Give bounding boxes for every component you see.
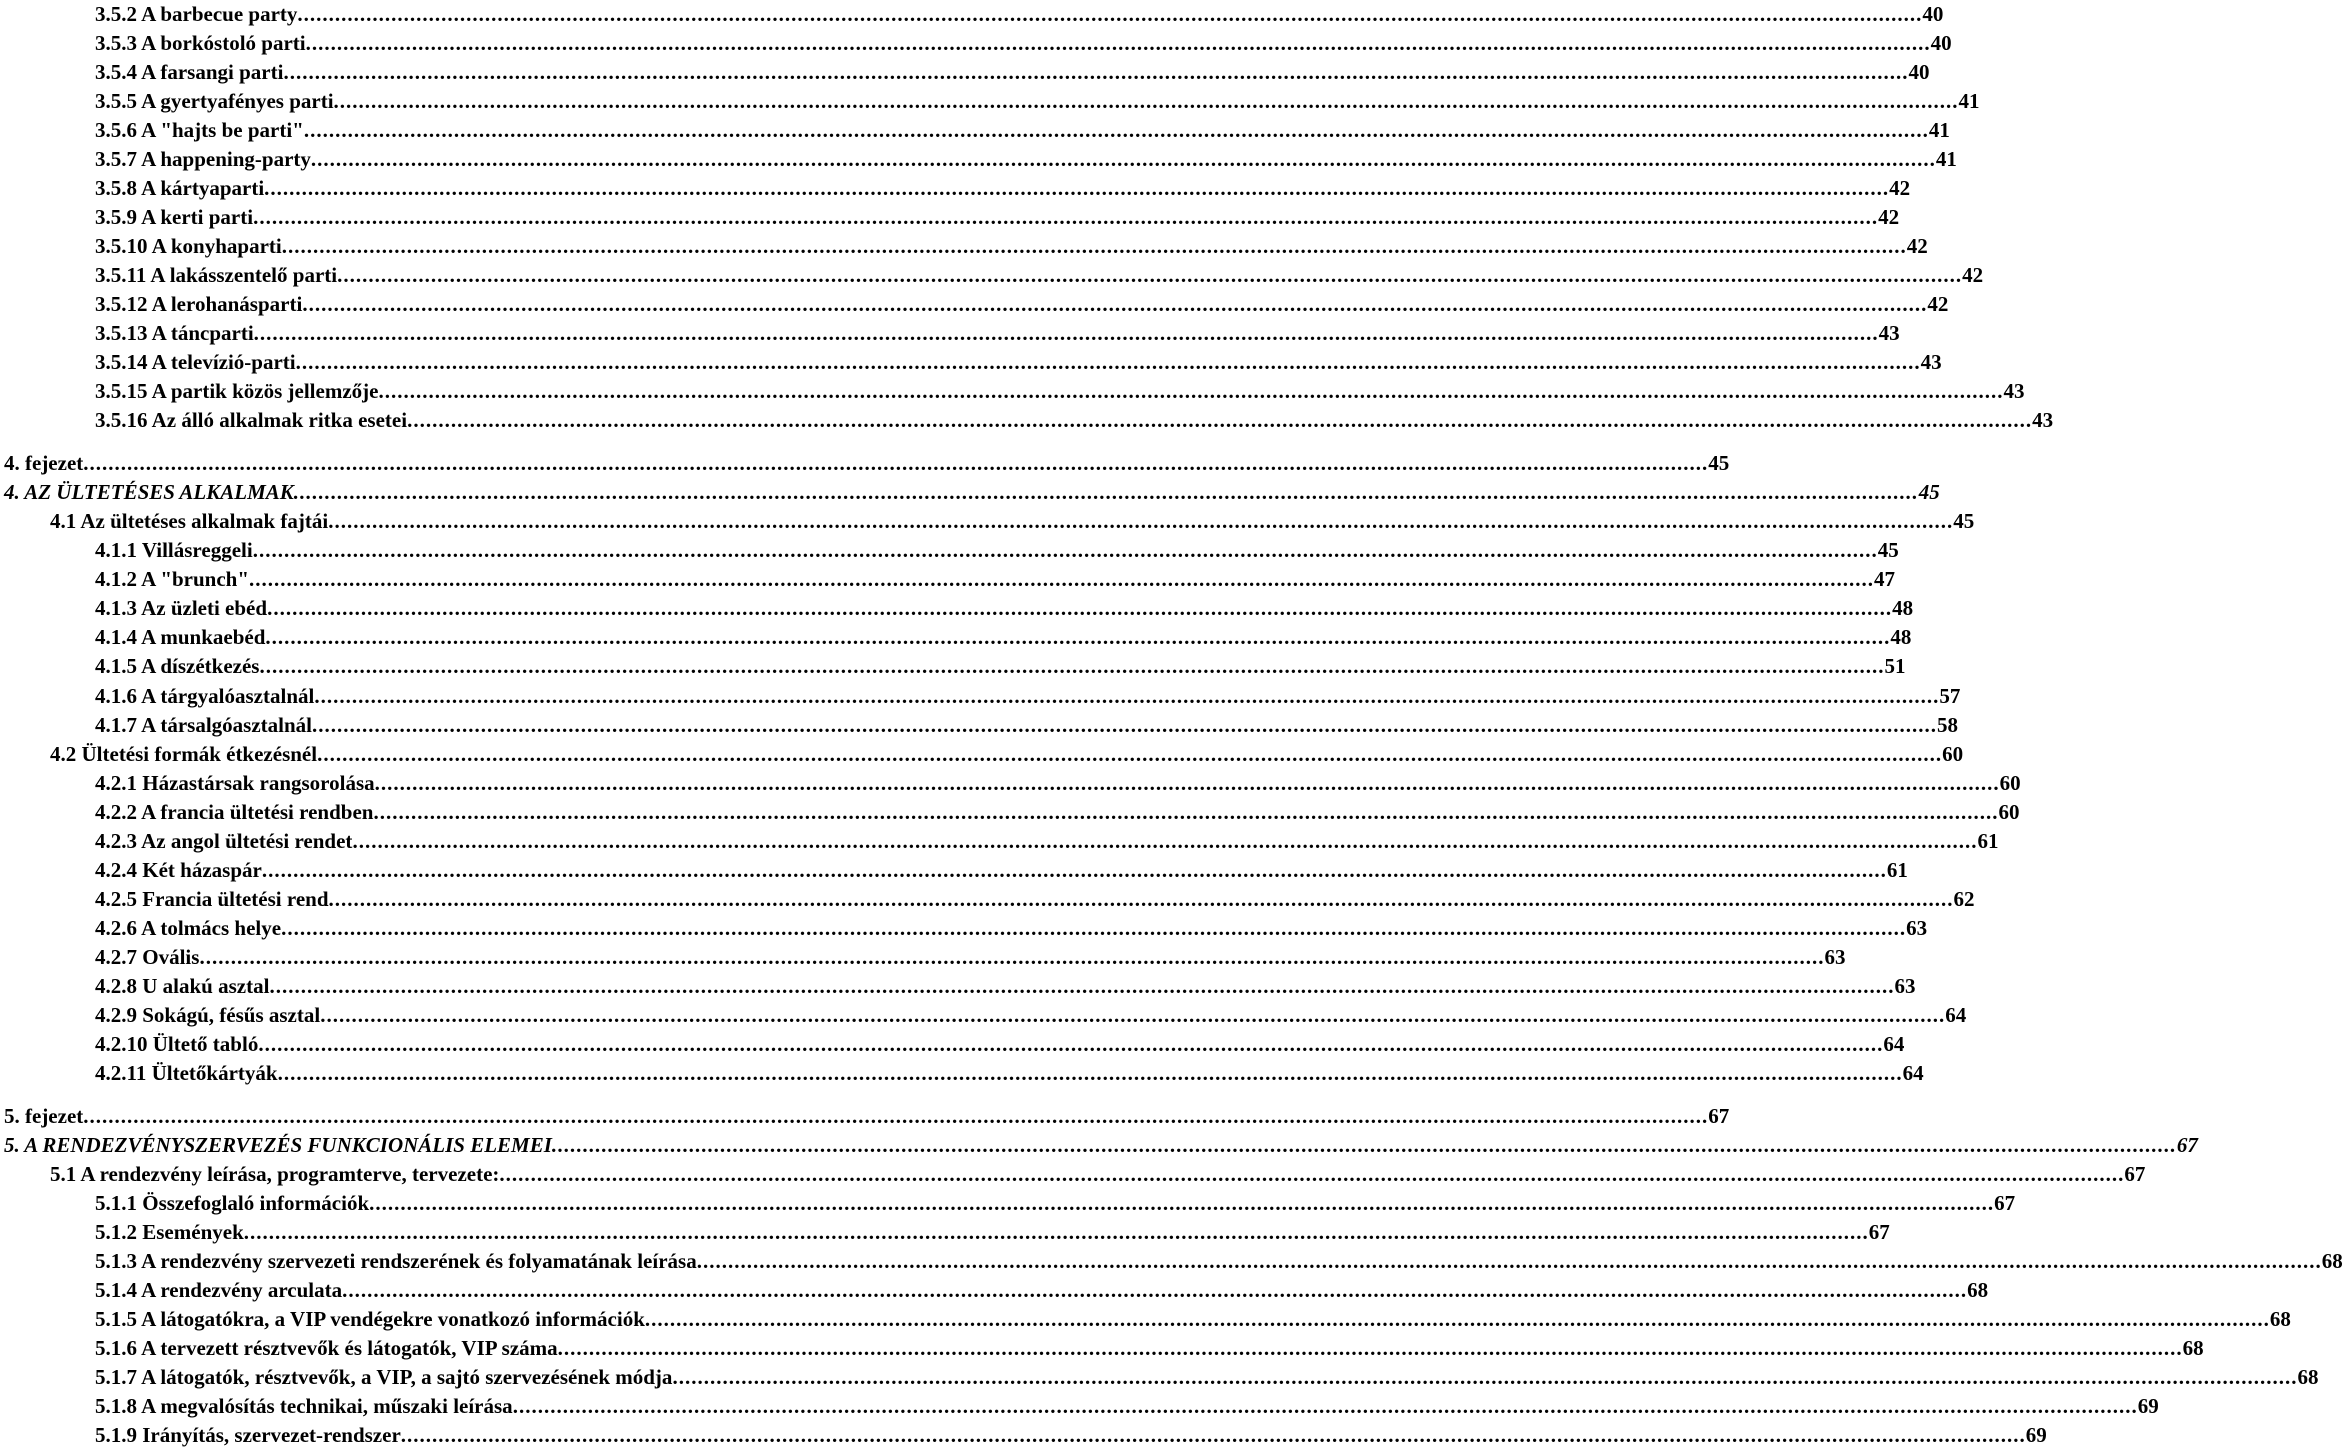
toc-leader-dots: .................................................................................................................................................................................................................................................................... — [281, 915, 1907, 940]
toc-entry[interactable] — [95, 856, 1908, 884]
toc-entry[interactable] — [4, 449, 1730, 477]
toc-entry-title: 5.1.7 A látogatók, résztvevők, a VIP, a sajtó szervezésének módja — [95, 1364, 673, 1389]
toc-page-number: 43 — [1920, 350, 1942, 375]
toc-entry-title: 4.2.8 U alakú asztal — [95, 973, 270, 998]
toc-leader-dots: .................................................................................................................................................................................................................................................................... — [293, 480, 1919, 505]
toc-entry[interactable] — [95, 798, 2020, 826]
toc-entry[interactable] — [95, 1189, 2016, 1217]
toc-leader-dots: .................................................................................................................................................................................................................................................................... — [310, 147, 1936, 172]
toc-entry-title: 3.5.14 A televízió-parti — [95, 350, 296, 375]
toc-page-number: 67 — [1708, 1103, 1730, 1128]
toc-entry[interactable] — [95, 348, 1942, 376]
toc-page-number: 43 — [1878, 321, 1900, 346]
toc-entry[interactable] — [95, 885, 1975, 913]
toc-leader-dots: .................................................................................................................................................................................................................................................................... — [320, 1002, 1946, 1027]
toc-entry-title: 4.1.3 Az üzleti ebéd — [95, 596, 268, 621]
toc-page-number: 45 — [1918, 480, 1940, 505]
toc-leader-dots: .................................................................................................................................................................................................................................................................... — [512, 1393, 2138, 1418]
toc-entry[interactable] — [95, 594, 1914, 622]
toc-entry[interactable] — [95, 652, 1906, 680]
toc-entry-title: 3.5.12 A lerohanásparti — [95, 292, 303, 317]
toc-entry-title: 3.5.7 A happening-party — [95, 147, 311, 172]
toc-leader-dots: .................................................................................................................................................................................................................................................................... — [243, 1219, 1869, 1244]
toc-leader-dots: .................................................................................................................................................................................................................................................................... — [264, 176, 1890, 201]
toc-leader-dots: .................................................................................................................................................................................................................................................................... — [297, 2, 1923, 26]
toc-page-number: 69 — [2137, 1393, 2159, 1418]
toc-entry[interactable] — [95, 0, 1944, 28]
toc-leader-dots: .................................................................................................................................................................................................................................................................... — [302, 292, 1928, 317]
toc-leader-dots: .................................................................................................................................................................................................................................................................... — [317, 741, 1943, 766]
toc-entry-title: 5.1.9 Irányítás, szervezet-rendszer — [95, 1423, 401, 1447]
toc-entry[interactable] — [95, 290, 1949, 318]
toc-entry-title: 5. fejezet — [4, 1103, 84, 1128]
toc-entry-title: 4.2.3 Az angol ültetési rendet — [95, 828, 353, 853]
toc-entry-title: 4.2.11 Ültetőkártyák — [95, 1060, 278, 1085]
toc-entry[interactable] — [95, 232, 1928, 260]
toc-page-number: 43 — [2003, 379, 2025, 404]
toc-leader-dots: .................................................................................................................................................................................................................................................................... — [352, 828, 1978, 853]
toc-page-number: 68 — [1967, 1277, 1989, 1302]
toc-page-number: 64 — [1902, 1060, 1924, 1085]
toc-entry[interactable] — [95, 261, 1984, 289]
toc-leader-dots: .................................................................................................................................................................................................................................................................... — [269, 973, 1895, 998]
toc-entry[interactable] — [50, 507, 1975, 535]
toc-leader-dots: .................................................................................................................................................................................................................................................................... — [303, 118, 1929, 143]
toc-entry-title: 5.1.6 A tervezett résztvevők és látogatók, VIP száma — [95, 1335, 558, 1360]
toc-page-number: 48 — [1892, 596, 1914, 621]
toc-entry-title: 4.2.5 Francia ültetési rend — [95, 886, 329, 911]
toc-page-number: 67 — [2176, 1132, 2198, 1157]
toc-leader-dots: .................................................................................................................................................................................................................................................................... — [378, 379, 2004, 404]
toc-entry[interactable] — [95, 145, 1957, 173]
toc-page-number: 41 — [1935, 147, 1957, 172]
toc-leader-dots: .................................................................................................................................................................................................................................................................... — [258, 1031, 1884, 1056]
toc-entry[interactable] — [95, 1334, 2204, 1362]
toc-page-number: 57 — [1939, 683, 1961, 708]
toc-entry-title: 4. fejezet — [4, 451, 84, 476]
toc-leader-dots: .................................................................................................................................................................................................................................................................... — [369, 1190, 1995, 1215]
toc-page-number: 61 — [1977, 828, 1999, 853]
toc-page-number: 45 — [1708, 451, 1730, 476]
toc-page-number: 63 — [1894, 973, 1916, 998]
toc-entry[interactable] — [50, 740, 1964, 768]
toc-leader-dots: .................................................................................................................................................................................................................................................................... — [557, 1335, 2183, 1360]
toc-entry-title: 4.1.2 A "brunch" — [95, 567, 250, 592]
toc-entry[interactable] — [95, 1218, 1890, 1246]
toc-page-number: 48 — [1890, 625, 1912, 650]
toc-leader-dots: .................................................................................................................................................................................................................................................................... — [373, 799, 1999, 824]
toc-page-number: 40 — [1930, 31, 1952, 55]
toc-page-number: 60 — [1999, 770, 2021, 795]
toc-entry-title: 5.1.1 Összefoglaló információk — [95, 1190, 370, 1215]
toc-page-number: 58 — [1937, 712, 1959, 737]
toc-page-number: 45 — [1877, 538, 1899, 563]
toc-page-number: 67 — [2124, 1161, 2146, 1186]
toc-page-number: 68 — [2182, 1335, 2204, 1360]
toc-page-number: 67 — [1868, 1219, 1890, 1244]
toc-entry-title: 4.2 Ültetési formák étkezésnél — [50, 741, 318, 766]
toc-leader-dots: .................................................................................................................................................................................................................................................................... — [253, 205, 1879, 230]
toc-entry[interactable] — [95, 1363, 2319, 1391]
toc-page-number: 42 — [1927, 292, 1949, 317]
toc-leader-dots: .................................................................................................................................................................................................................................................................... — [374, 770, 2000, 795]
toc-entry[interactable] — [95, 377, 2025, 405]
toc-entry[interactable] — [95, 1030, 1905, 1058]
toc-leader-dots: .................................................................................................................................................................................................................................................................... — [337, 263, 1963, 288]
toc-page-number: 45 — [1953, 509, 1975, 534]
toc-page-number: 63 — [1906, 915, 1928, 940]
toc-leader-dots: .................................................................................................................................................................................................................................................................... — [281, 234, 1907, 259]
toc-entry-title: 5.1.8 A megvalósítás technikai, műszaki leírása — [95, 1393, 513, 1418]
toc-entry-title: 4.2.4 Két házaspár — [95, 857, 262, 882]
toc-entry-title: 3.5.5 A gyertyafényes parti — [95, 89, 334, 114]
toc-entry-title: 3.5.3 A borkóstoló parti — [95, 31, 306, 55]
toc-entry[interactable] — [95, 769, 2021, 797]
toc-entry-title: 4.2.2 A francia ültetési rendben — [95, 799, 374, 824]
toc-leader-dots: .................................................................................................................................................................................................................................................................... — [644, 1306, 2270, 1331]
toc-leader-dots: .................................................................................................................................................................................................................................................................... — [249, 567, 1875, 592]
toc-entry-title: 4.1 Az ültetéses alkalmak fajtái — [50, 509, 329, 534]
toc-leader-dots: .................................................................................................................................................................................................................................................................... — [305, 31, 1931, 55]
toc-leader-dots: .................................................................................................................................................................................................................................................................... — [314, 683, 1940, 708]
toc-entry-title: 3.5.11 A lakásszentelő parti — [95, 263, 338, 288]
toc-page-number: 68 — [2297, 1364, 2319, 1389]
toc-page-number: 42 — [1962, 263, 1984, 288]
toc-page-number: 69 — [2025, 1423, 2047, 1447]
toc-entry[interactable] — [95, 406, 2054, 434]
toc-page-number: 40 — [1922, 2, 1944, 26]
toc-leader-dots: .................................................................................................................................................................................................................................................................... — [267, 596, 1893, 621]
toc-page-number: 68 — [2269, 1306, 2291, 1331]
toc-page-number: 63 — [1824, 944, 1846, 969]
toc-leader-dots: .................................................................................................................................................................................................................................................................... — [672, 1364, 2298, 1389]
toc-leader-dots: .................................................................................................................................................................................................................................................................... — [342, 1277, 1968, 1302]
toc-entry[interactable] — [95, 943, 1846, 971]
toc-entry[interactable] — [95, 565, 1896, 593]
toc-leader-dots: .................................................................................................................................................................................................................................................................... — [696, 1248, 2322, 1273]
toc-leader-dots: .................................................................................................................................................................................................................................................................... — [265, 625, 1891, 650]
toc-page-number: 51 — [1884, 654, 1906, 679]
toc-page-number: 60 — [1998, 799, 2020, 824]
toc-entry-title: 3.5.4 A farsangi parti — [95, 60, 284, 84]
toc-leader-dots: .................................................................................................................................................................................................................................................................... — [551, 1132, 2177, 1157]
toc-page-number: 40 — [1908, 60, 1930, 84]
toc-entry[interactable] — [95, 623, 1912, 651]
toc-entry-title: 4.1.6 A tárgyalóasztalnál — [95, 683, 315, 708]
toc-page-number: 67 — [1994, 1190, 2016, 1215]
toc-page-number: 61 — [1886, 857, 1908, 882]
toc-entry-title: 4.2.9 Sokágú, fésűs asztal — [95, 1002, 321, 1027]
toc-entry-title: 4.1.5 A díszétkezés — [95, 654, 260, 679]
toc-entry[interactable] — [95, 914, 1928, 942]
toc-entry[interactable] — [95, 319, 1900, 347]
toc-page-number: 64 — [1883, 1031, 1905, 1056]
toc-entry[interactable] — [4, 1102, 1730, 1130]
toc-leader-dots: .................................................................................................................................................................................................................................................................... — [312, 712, 1938, 737]
toc-leader-dots: .................................................................................................................................................................................................................................................................... — [407, 408, 2033, 433]
toc-entry-title: 4.1.4 A munkaebéd — [95, 625, 266, 650]
toc-page-number: 62 — [1953, 886, 1975, 911]
toc-leader-dots: .................................................................................................................................................................................................................................................................... — [328, 886, 1954, 911]
toc-leader-dots: .................................................................................................................................................................................................................................................................... — [295, 350, 1921, 375]
toc-entry-title: 5.1.3 A rendezvény szervezeti rendszerének és folyamatának leírása — [95, 1248, 697, 1273]
toc-page-number: 42 — [1889, 176, 1911, 201]
toc-page-number: 68 — [2321, 1248, 2343, 1273]
toc-page-number: 60 — [1942, 741, 1964, 766]
toc-entry-title: 3.5.2 A barbecue party — [95, 2, 298, 26]
toc-leader-dots: .................................................................................................................................................................................................................................................................... — [400, 1423, 2026, 1447]
toc-entry-title: 4.2.6 A tolmács helye — [95, 915, 282, 940]
toc-page-number: 42 — [1878, 205, 1900, 230]
toc-leader-dots: .................................................................................................................................................................................................................................................................... — [283, 60, 1909, 84]
toc-entry[interactable] — [95, 174, 1911, 202]
toc-entry-title: 4.1.7 A társalgóasztalnál — [95, 712, 313, 737]
toc-leader-dots: .................................................................................................................................................................................................................................................................... — [199, 944, 1825, 969]
toc-entry-title: 4.2.7 Ovális — [95, 944, 200, 969]
toc-page-number: 42 — [1906, 234, 1928, 259]
toc-entry-title: 5.1.4 A rendezvény arculata — [95, 1277, 343, 1302]
toc-entry-title: 5.1.5 A látogatókra, a VIP vendégekre vonatkozó információk — [95, 1306, 645, 1331]
toc-leader-dots: .................................................................................................................................................................................................................................................................... — [499, 1161, 2125, 1186]
toc-leader-dots: .................................................................................................................................................................................................................................................................... — [259, 654, 1885, 679]
toc-entry[interactable] — [95, 29, 1952, 57]
toc-entry-title: 3.5.6 A "hajts be parti" — [95, 118, 304, 143]
toc-entry-title: 4.1.1 Villásreggeli — [95, 538, 253, 563]
toc-entry[interactable] — [95, 682, 1961, 710]
toc-entry[interactable] — [50, 1160, 2146, 1188]
toc-leader-dots: .................................................................................................................................................................................................................................................................... — [328, 509, 1954, 534]
toc-entry[interactable] — [95, 711, 1959, 739]
toc-entry-title: 5.1.2 Események — [95, 1219, 244, 1244]
toc-entry-title: 3.5.9 A kerti parti — [95, 205, 254, 230]
toc-entry-title: 3.5.10 A konyhaparti — [95, 234, 282, 259]
toc-entry[interactable] — [95, 1421, 2047, 1449]
toc-entry[interactable] — [95, 972, 1916, 1000]
toc-leader-dots: .................................................................................................................................................................................................................................................................... — [83, 451, 1709, 476]
toc-leader-dots: .................................................................................................................................................................................................................................................................... — [333, 89, 1959, 114]
toc-entry[interactable] — [4, 1131, 2198, 1159]
toc-leader-dots: .................................................................................................................................................................................................................................................................... — [83, 1103, 1709, 1128]
toc-entry-title: 5. A RENDEZVÉNYSZERVEZÉS FUNKCIONÁLIS ELEMEI — [4, 1132, 552, 1157]
toc-entry-title: 4.2.10 Ültető tabló — [95, 1031, 259, 1056]
toc-entry[interactable] — [4, 478, 1940, 506]
toc-page-number: 64 — [1945, 1002, 1967, 1027]
toc-entry-title: 5.1 A rendezvény leírása, programterve, tervezete: — [50, 1161, 500, 1186]
toc-page-number: 41 — [1928, 118, 1950, 143]
toc-entry[interactable] — [95, 1059, 1924, 1087]
toc-entry[interactable] — [95, 1392, 2159, 1420]
toc-entry-title: 3.5.16 Az álló alkalmak ritka esetei — [95, 408, 408, 433]
toc-page-number: 47 — [1874, 567, 1896, 592]
toc-page-number: 43 — [2032, 408, 2054, 433]
toc-page-number: 41 — [1958, 89, 1980, 114]
toc-leader-dots: .................................................................................................................................................................................................................................................................... — [252, 538, 1878, 563]
toc-entry[interactable] — [95, 1305, 2291, 1333]
toc-entry-title: 3.5.8 A kártyaparti — [95, 176, 265, 201]
toc-leader-dots: .................................................................................................................................................................................................................................................................... — [277, 1060, 1903, 1085]
toc-entry-title: 4.2.1 Házastársak rangsorolása — [95, 770, 375, 795]
toc-entry[interactable] — [95, 87, 1980, 115]
toc-entry-title: 3.5.13 A táncparti — [95, 321, 254, 346]
toc-entry[interactable] — [95, 203, 1900, 231]
toc-entry[interactable] — [95, 1247, 2343, 1275]
toc-leader-dots: .................................................................................................................................................................................................................................................................... — [253, 321, 1879, 346]
toc-entry[interactable] — [95, 58, 1930, 86]
toc-entry-title: 4. AZ ÜLTETÉSES ALKALMAK — [4, 480, 294, 505]
toc-entry[interactable] — [95, 827, 1999, 855]
toc-entry-title: 3.5.15 A partik közös jellemzője — [95, 379, 379, 404]
toc-entry[interactable] — [95, 1276, 1989, 1304]
toc-entry[interactable] — [95, 116, 1950, 144]
toc-entry[interactable] — [95, 536, 1899, 564]
toc-entry[interactable] — [95, 1001, 1967, 1029]
toc-leader-dots: .................................................................................................................................................................................................................................................................... — [261, 857, 1887, 882]
